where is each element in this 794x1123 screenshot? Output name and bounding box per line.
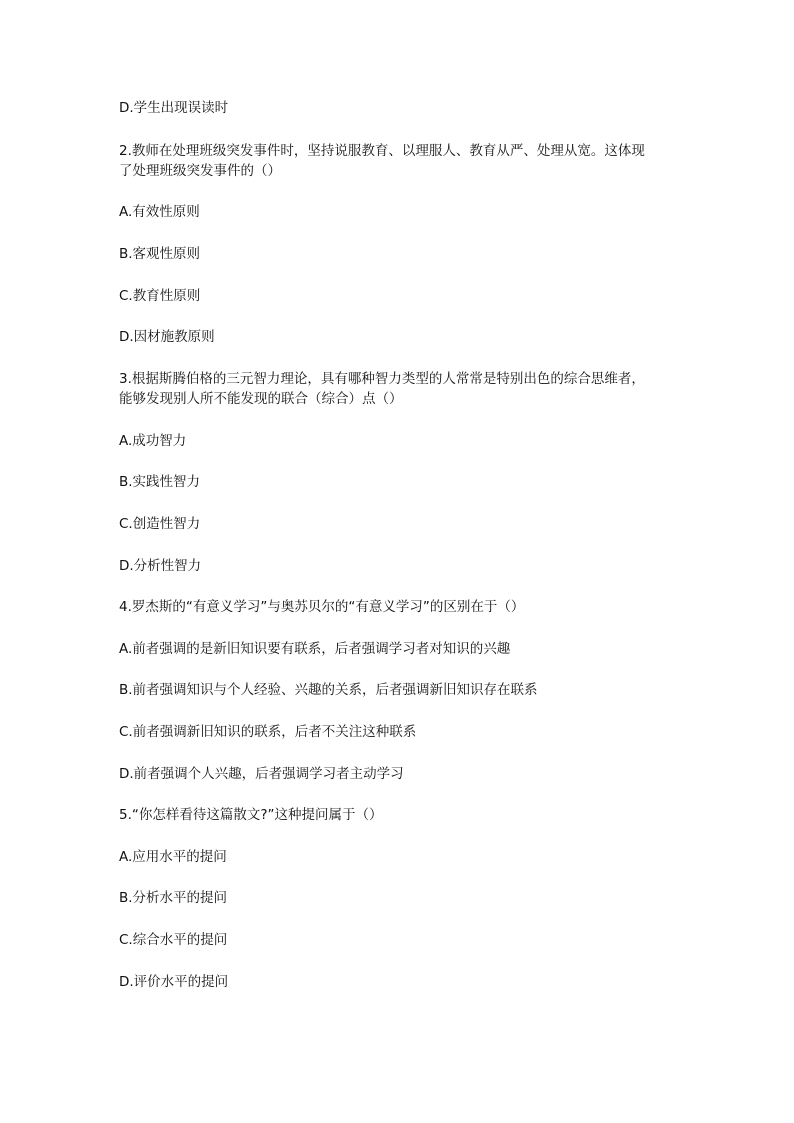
option-a-q5: A.应用水平的提问 [119, 849, 227, 865]
question-3-line-2: 能够发现别人所不能发现的联合（综合）点（） [119, 391, 403, 407]
option-b-q2: B.客观性原则 [119, 246, 201, 262]
option-c-q4: C.前者强调新旧知识的联系，后者不关注这种联系 [119, 724, 417, 740]
option-d-q2: D.因材施教原则 [119, 329, 215, 345]
option-d-q1: D.学生出现误读时 [119, 100, 229, 116]
question-5: 5.“你怎样看待这篇散文?”这种提问属于（） [119, 807, 383, 823]
option-b-q5: B.分析水平的提问 [119, 890, 228, 906]
question-2-line-2: 了处理班级突发事件的（） [119, 163, 281, 179]
option-c-q3: C.创造性智力 [119, 516, 201, 532]
option-a-q2: A.有效性原则 [119, 204, 200, 220]
option-a-q4: A.前者强调的是新旧知识要有联系，后者强调学习者对知识的兴趣 [119, 641, 511, 657]
question-4: 4.罗杰斯的“有意义学习”与奥苏贝尔的“有意义学习”的区别在于（） [119, 599, 525, 615]
option-d-q4: D.前者强调个人兴趣，后者强调学习者主动学习 [119, 766, 404, 782]
option-a-q3: A.成功智力 [119, 433, 187, 449]
option-c-q5: C.综合水平的提问 [119, 932, 228, 948]
option-b-q4: B.前者强调知识与个人经验、兴趣的关系，后者强调新旧知识存在联系 [119, 682, 538, 698]
question-2-line-1: 2.教师在处理班级突发事件时，坚持说服教育、以理服人、教育从严、处理从宽。这体现 [119, 143, 645, 159]
question-3-line-1: 3.根据斯腾伯格的三元智力理论，具有哪种智力类型的人常常是特别出色的综合思维者， [119, 371, 645, 387]
option-b-q3: B.实践性智力 [119, 474, 201, 490]
option-d-q3: D.分析性智力 [119, 558, 202, 574]
option-c-q2: C.教育性原则 [119, 288, 201, 304]
option-d-q5: D.评价水平的提问 [119, 974, 229, 990]
